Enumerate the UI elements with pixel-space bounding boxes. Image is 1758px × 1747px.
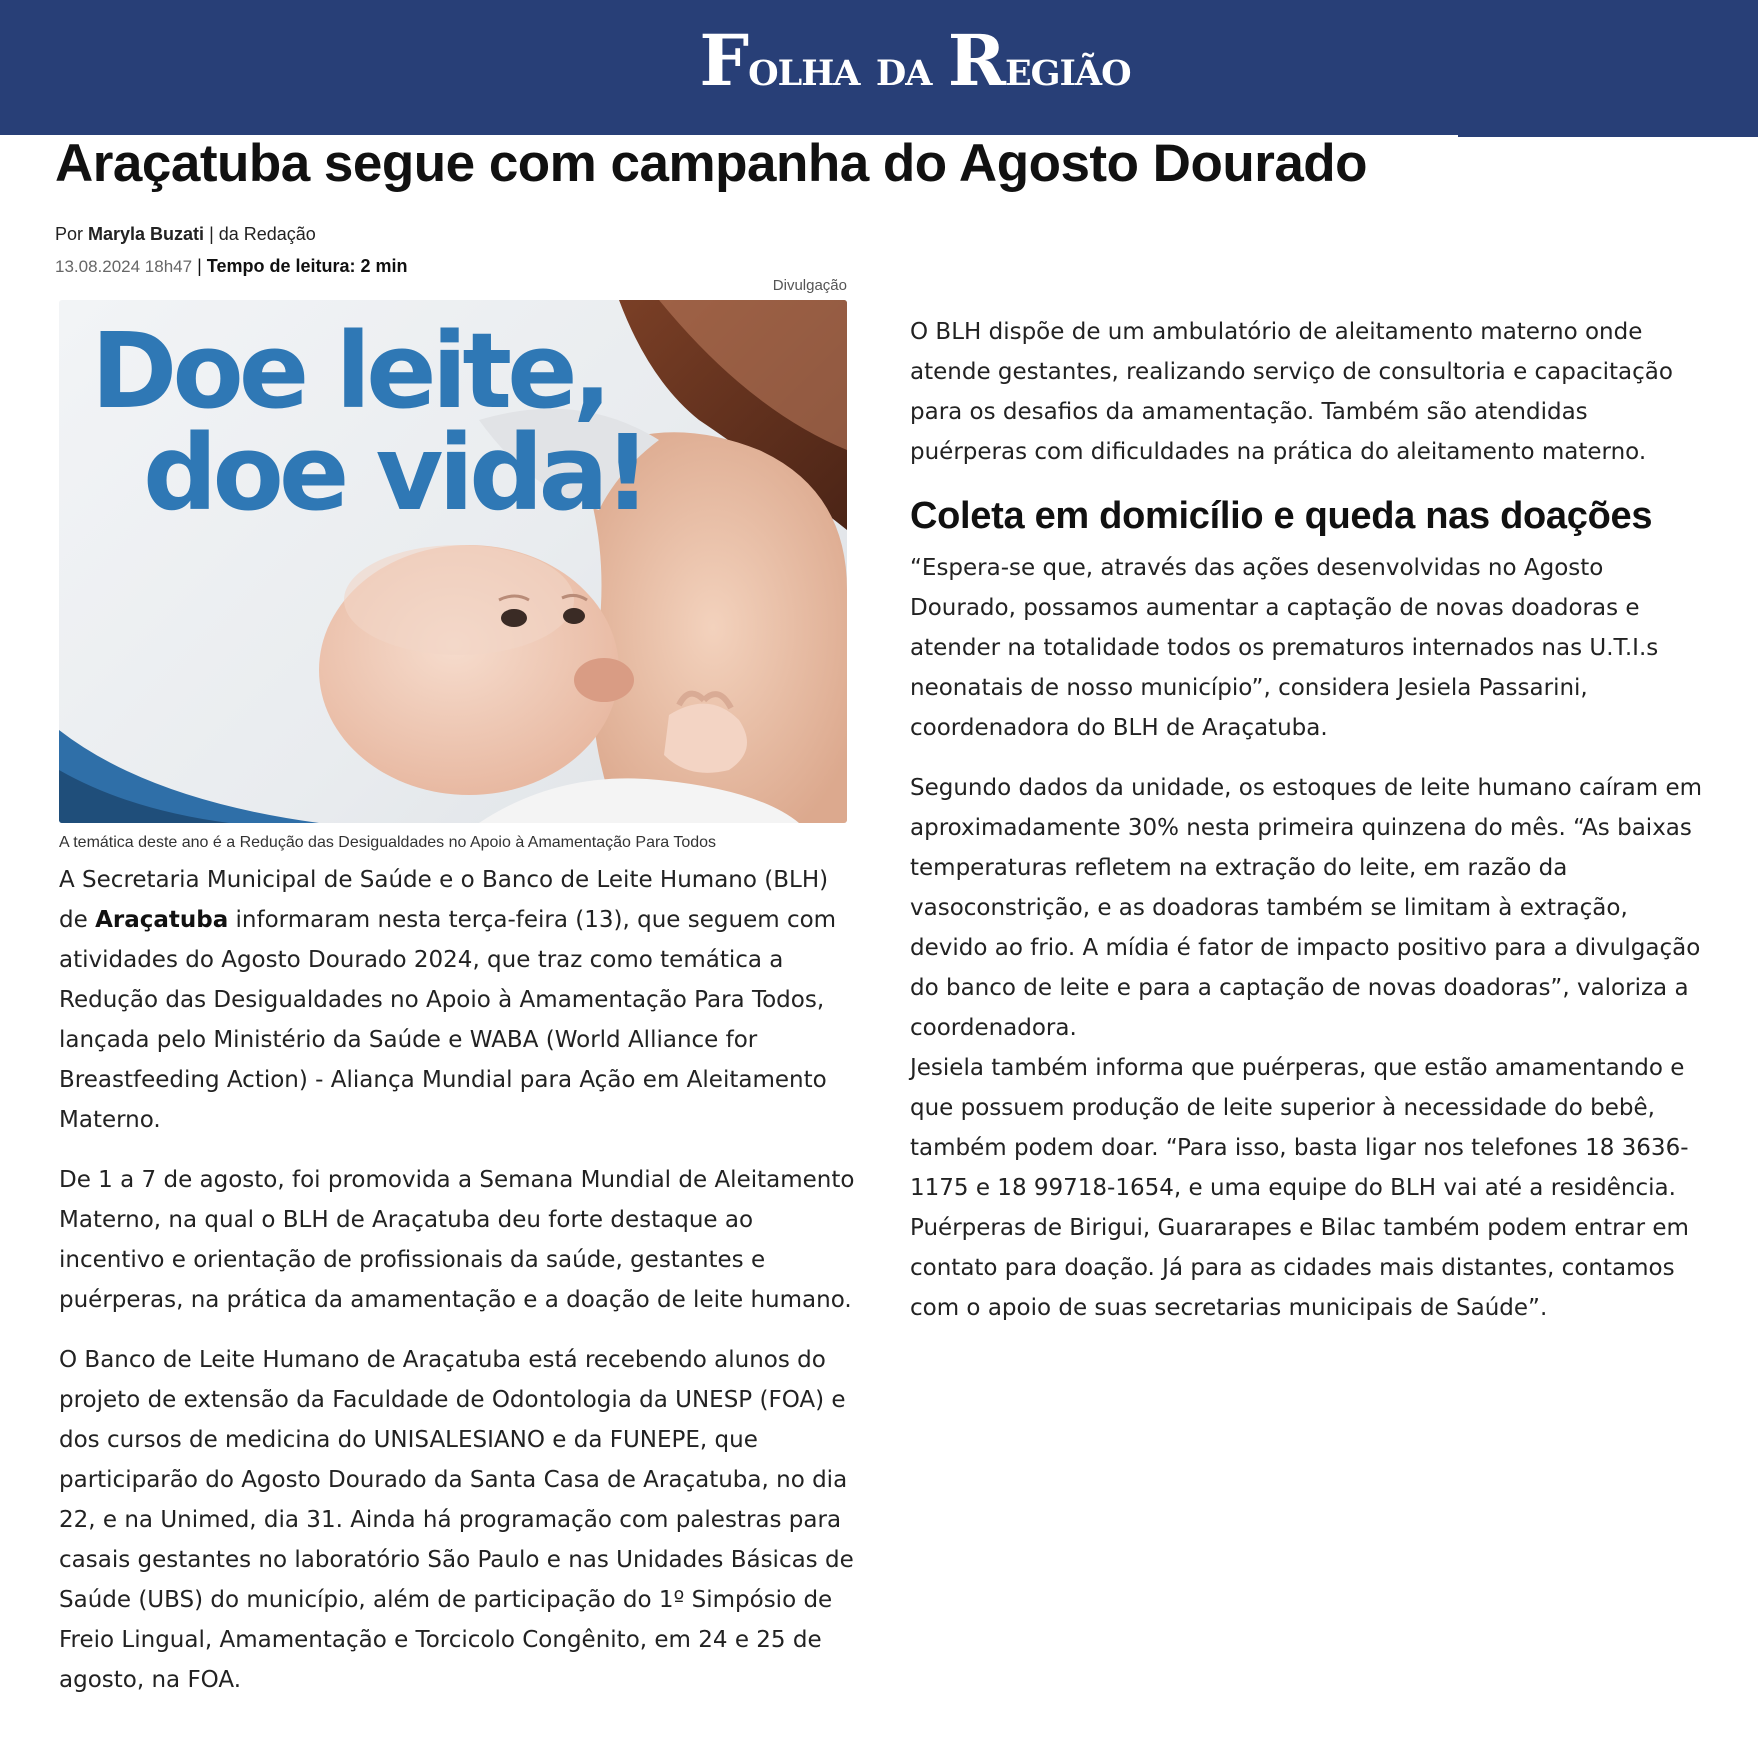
paragraph-5: “Espera-se que, através das ações desenvolvidas no Agosto Dourado, possamos aumentar a captação de novas doadoras e atender na totalidade todos os prematuros internados nas U.T.I.s neonatais de nosso município”, considera Jesiela Passarini, coordenadora do BLH de Araçatuba. [910,555,1659,741]
paragraph-1 [59,860,859,1140]
article-image[interactable] [59,300,847,823]
city-link[interactable]: Araçatuba [95,907,229,933]
dateline-separator: | [192,256,207,276]
reading-time: Tempo de leitura: 2 min [206,256,408,276]
author-link[interactable]: Maryla Buzati [88,224,205,244]
paragraph-1-start: A Secretaria Municipal de Saúde e o Banco de Leite Humano (BLH) de [59,867,829,933]
paragraph-3: O Banco de Leite Humano de Araçatuba está recebendo alunos do projeto de extensão da Faculdade de Odontologia da UNESP (FOA) e dos cursos de medicina do UNISALESIANO e da FUNEPE, que participarão do Agosto Dourado da Santa Casa de Araçatuba, no dia 22, e na Unimed, dia 31. Ainda há programação com palestras para casais gestantes no laboratório São Paulo e nas Unidades Básicas de Saúde (UBS) do município, além de participação do 1º Simpósio de Freio Lingual, Amamentação e Torcicolo Congênito, em 24 e 25 de agosto, na FOA. [59,1347,854,1693]
masthead-divider [1458,134,1758,137]
logo-text-olha: olha da [748,38,948,97]
image-headline-line2: doe vida! [143,412,647,534]
dateline [55,254,407,279]
article-title: Araçatuba segue com campanha do Agosto Dourado [55,134,1368,193]
image-headline [91,310,647,534]
paragraph-6: Segundo dados da unidade, os estoques de leite humano caíram em aproximadamente 30% nesta primeira quinzena do mês. “As baixas temperaturas refletem na extração do leite, em razão da vasoconstrição, e as doadoras também se limitam à extração, devido ao frio. A mídia é fator de impacto positivo para a divulgação do banco de leite e para a captação de novas doadoras”, valoriza a coordenadora. [910,775,1703,1041]
section-subheading: Coleta em domicílio e queda nas doações [910,495,1653,537]
article-body-left [59,860,859,1720]
article-body-right [910,312,1710,1348]
byline [55,222,316,246]
image-headline-line1: Doe leite, [91,310,608,432]
byline-prefix: Por [55,224,89,244]
logo-text-egiao: egião [1004,38,1131,97]
paragraph-7: Jesiela também informa que puérperas, que estão amamentando e que possuem produção de leite superior à necessidade do bebê, também podem doar. “Para isso, basta ligar nos telefones 18 3636-1175 e 18 99718-1654, e uma equipe do BLH vai até a residência. Puérperas de Birigui, Guararapes e Bilac também podem entrar em contato para doação. Já para as cidades mais distantes, contamos com o apoio de suas secretarias municipais de Saúde”. [910,1055,1689,1321]
paragraph-1-end: informaram nesta terça-feira (13), que seguem com atividades do Agosto Dourado 2024, que traz como temática a Redução das Desigualdades no Apoio à Amamentação Para Todos, lançada pelo Ministério da Saúde e WABA (World Alliance for Breastfeeding Action) - Aliança Mundial para Ação em Aleitamento Materno. [59,907,837,1133]
paragraph-4: O BLH dispõe de um ambulatório de aleitamento materno onde atende gestantes, realizando serviço de consultoria e capacitação para os desafios da amamentação. Também são atendidas puérperas com dificuldades na prática do aleitamento materno. [910,319,1673,465]
byline-suffix: | da Redação [204,224,316,244]
image-credit: Divulgação [772,277,847,294]
paragraph-2: De 1 a 7 de agosto, foi promovida a Semana Mundial de Aleitamento Materno, na qual o BLH de Araçatuba deu forte destaque ao incentivo e orientação de profissionais da saúde, gestantes e puérperas, na prática da amamentação e a doação de leite humano. [59,1167,855,1313]
masthead [0,0,1758,135]
image-caption: A temática deste ano é a Redução das Desigualdades no Apoio à Amamentação Para Todos [59,834,717,851]
publish-date: 13.08.2024 18h47 [55,257,193,276]
logo-letter-r: R [947,19,1005,102]
logo-letter-f: F [699,19,749,102]
site-logo[interactable] [0,19,1758,102]
